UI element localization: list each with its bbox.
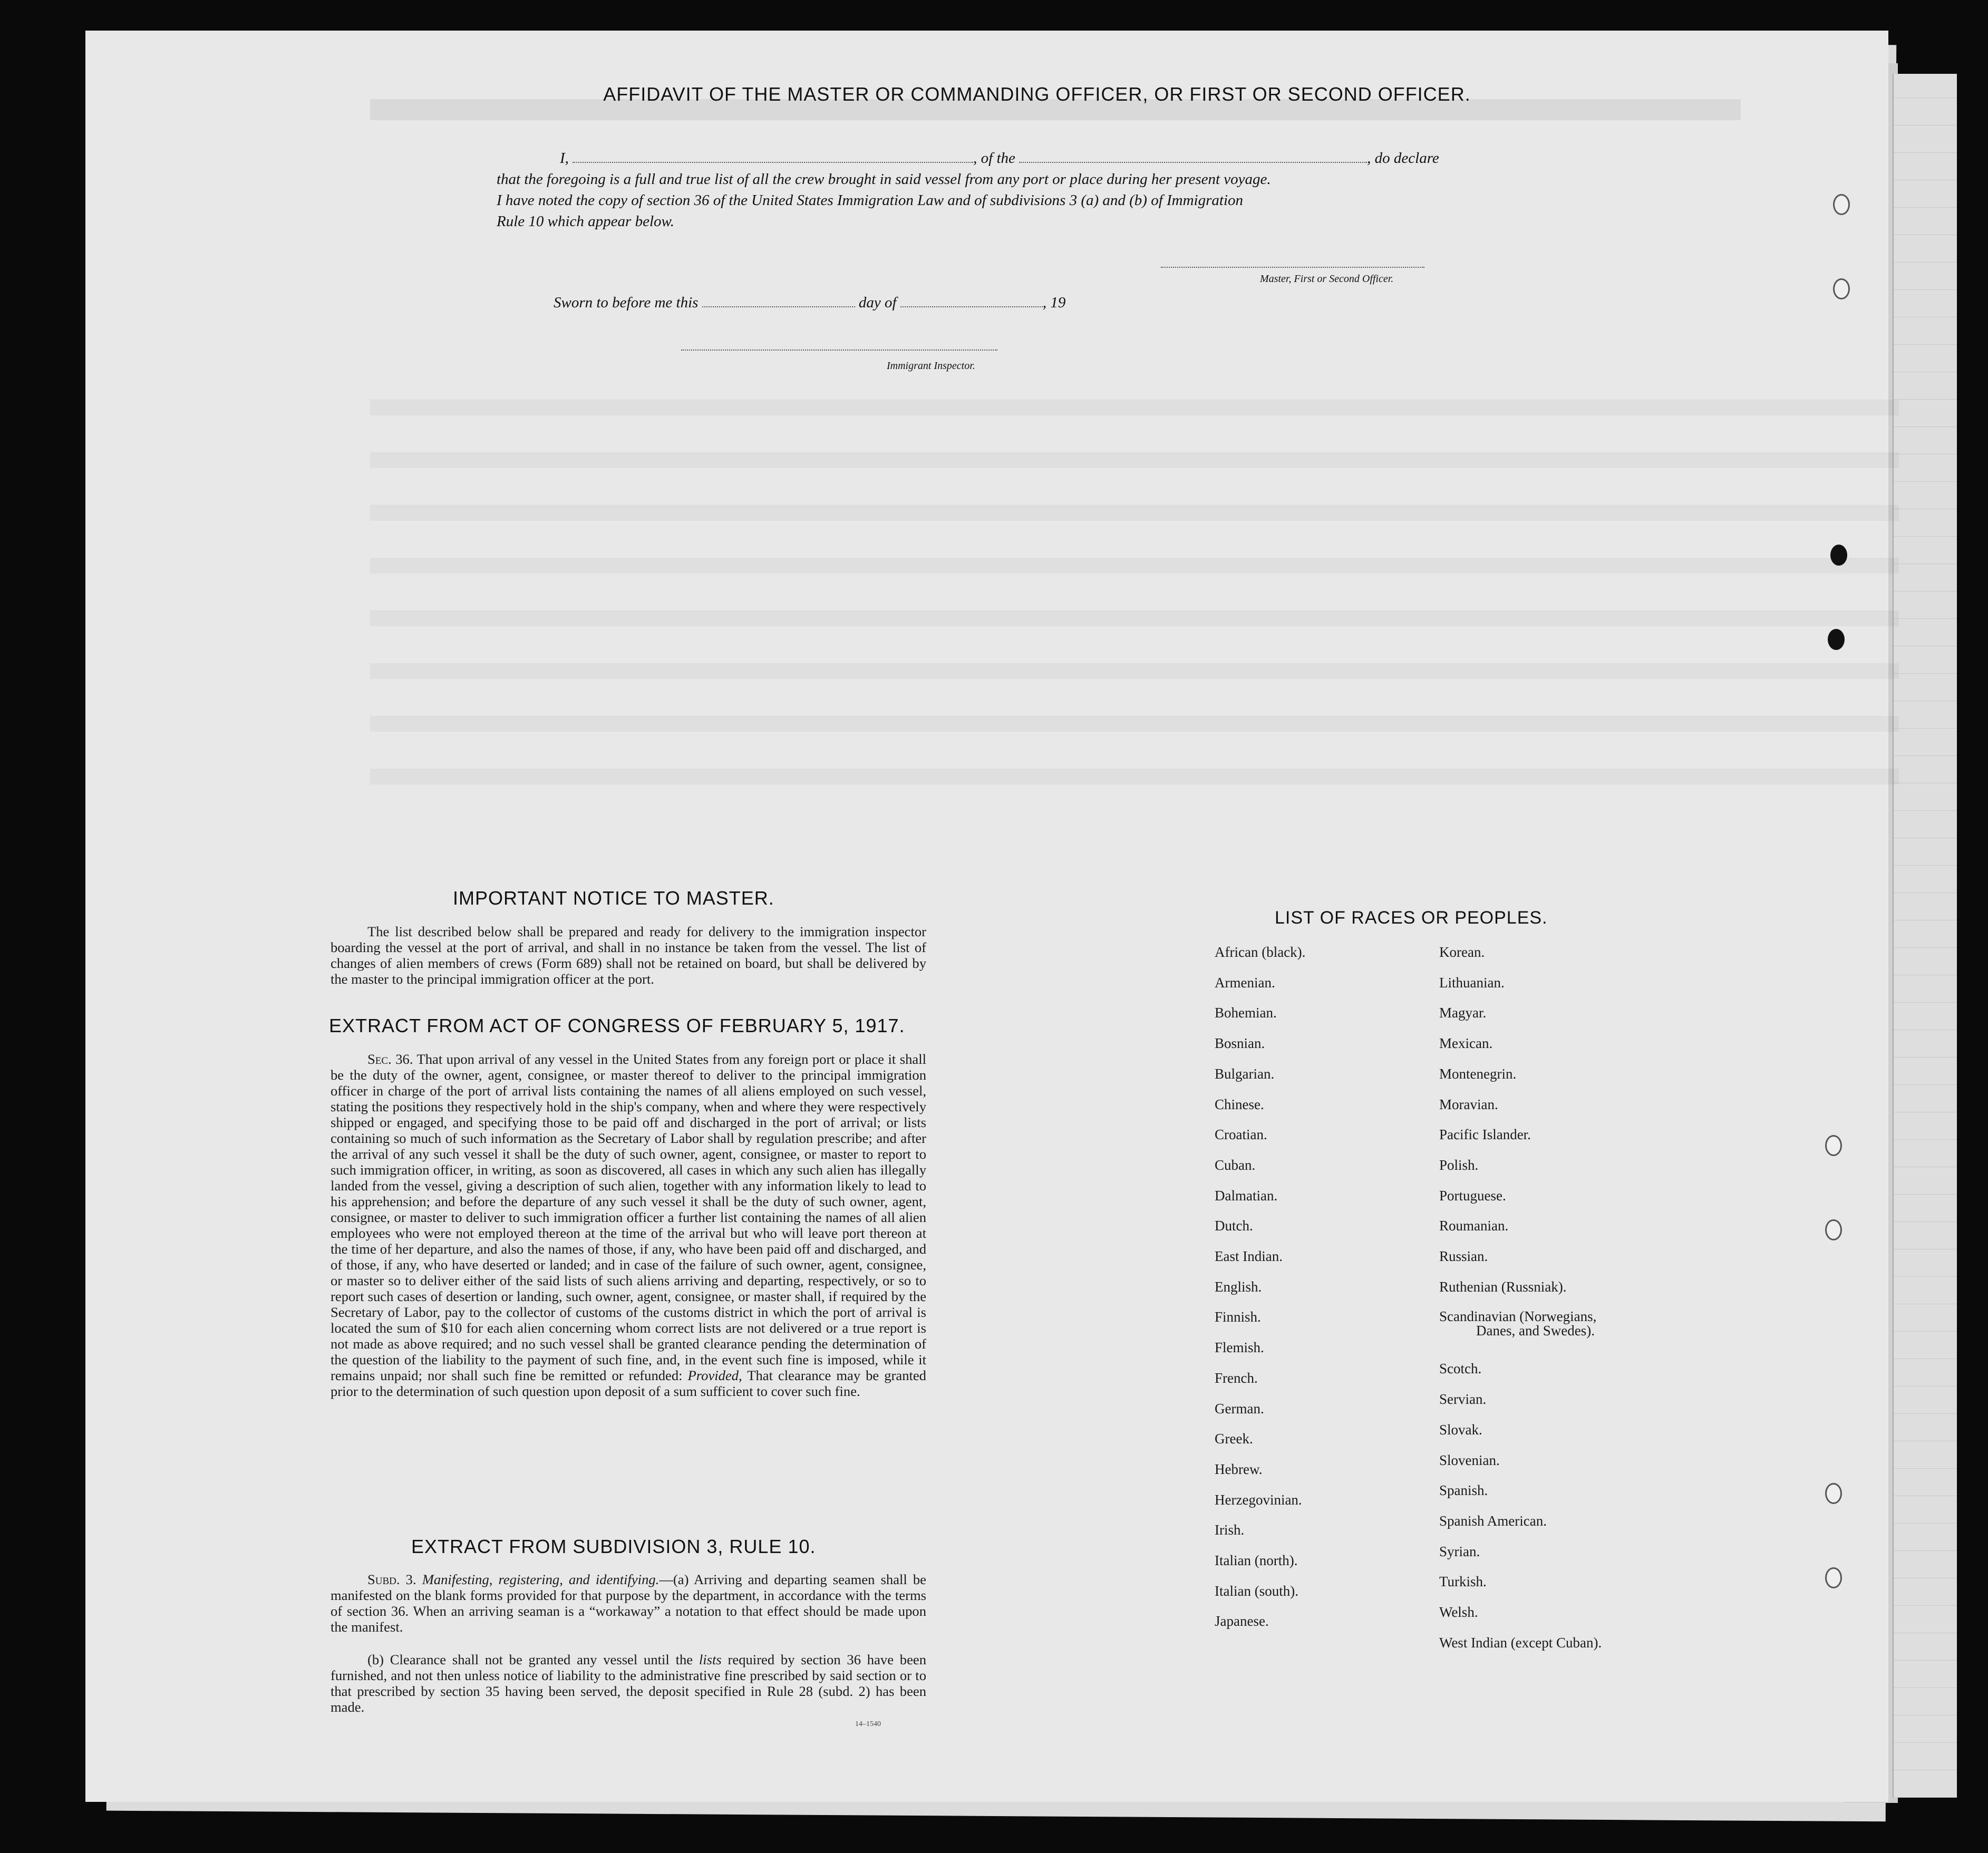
race-item: Spanish American. xyxy=(1439,1512,1547,1529)
race-item: Slovak. xyxy=(1439,1421,1482,1438)
race-item: African (black). xyxy=(1215,944,1306,960)
bleed-through-row xyxy=(370,558,1899,574)
sworn-day-of: day of xyxy=(858,294,897,311)
sworn-text: Sworn to before me this xyxy=(554,294,699,311)
graph-paper-edge xyxy=(1893,74,1957,1798)
notice-body: The list described below shall be prepared and ready for delivery to the immigration inspector boarding the vessel at the port of arrival, and shall in no instance be taken from the vessel. The list of changes of alien members of crews (Form 689) shall not be retained on board, but shall be delivered by the master to the principal immigration officer at the port. xyxy=(331,924,926,987)
race-item: Polish. xyxy=(1439,1157,1479,1173)
affidavit-line-4: Rule 10 which appear below. xyxy=(497,213,674,230)
race-item: Scandinavian (Norwegians, xyxy=(1439,1308,1597,1325)
race-item: Croatian. xyxy=(1215,1127,1267,1143)
binding-hole xyxy=(1825,1567,1842,1588)
race-item: Spanish. xyxy=(1439,1482,1488,1499)
rule-para-a-text: —(a) Arriving and departing seamen shall be manifested on the blank forms provided for that purpose by the department, in accordance with the terms of section 36. When an arriving seaman is a “workaway” a notation to that effect should be made upon the manifest. xyxy=(331,1571,926,1635)
race-item: Herzegovinian. xyxy=(1215,1491,1302,1508)
form-code: 14–1540 xyxy=(855,1720,881,1728)
act-extract-body xyxy=(331,1051,926,1399)
race-item: Russian. xyxy=(1439,1248,1488,1265)
race-item: Japanese. xyxy=(1215,1613,1269,1629)
rule-extract-title: EXTRACT FROM SUBDIVISION 3, RULE 10. xyxy=(411,1536,816,1557)
rule-extract-para-a xyxy=(331,1571,926,1635)
act-section-end: That clearance may be granted prior to the determination of such question upon deposit of a sum sufficient to cover such fine. xyxy=(331,1367,926,1399)
races-right-column xyxy=(1439,937,1602,1658)
race-item: Welsh. xyxy=(1439,1604,1478,1621)
race-item: Italian (north). xyxy=(1215,1553,1298,1569)
act-section-text: That upon arrival of any vessel in the United States from any foreign port or place it shall be the duty of the owner, agent, consignee, or master thereof to deliver to the principal immigration officer in charge of the port of arrival lists containing the names of all aliens employed on such vessel, stating the positions they respectively hold in the ship's company, when and where they were respectively shipped or engaged, and specifying those to be paid off and discharged in the port of arrival; or lists containing so much of such information as the Secretary of Labor shall by regulation prescribe; and after the arrival of any such vessel it shall be the duty of such owner, agent, consignee, or master to report to such immigration officer, in writing, as soon as discovered, all cases in which any such alien has illegally landed from the vessel, giving a description of such alien, together with any information likely to lead to his apprehension; and before the departure of any such vessel it shall be the duty of such owner, agent, consignee, or master to deliver to such immigration officer a further list containing the names of all alien employees who were not employed thereon at the time of the arrival but who will leave port thereon at the time of her departure, and also the names of those, if any, who have been paid off and discharged, and of those, if any, who have deserted or landed; and in case of the failure of such owner, agent, consignee, or master so to deliver either of the said lists of such aliens arriving and departing, respectively, or so to report such cases of desertion or landing, such owner, agent, consignee, or master shall, if required by the Secretary of Labor, pay to the collector of customs of the customs district in which the port of arrival is located the sum of $10 for each alien concerning whom correct lists are not delivered or a true report is not made as above required; and no such vessel shall be granted clearance pending the determination of the question of the liability to the payment of such fine, and, in the event such fine is imposed, while it remains unpaid; nor shall such fine be remitted or refunded: xyxy=(331,1051,927,1383)
race-item: Scotch. xyxy=(1439,1361,1482,1377)
race-item: Danes, and Swedes). xyxy=(1476,1323,1595,1339)
affidavit-line-3: I have noted the copy of section 36 of the United States Immigration Law and of subdivisions 3 (a) and (b) of Immigration xyxy=(497,192,1244,209)
race-item: Portuguese. xyxy=(1439,1187,1506,1204)
binding-hole xyxy=(1833,278,1850,299)
bleed-through-row xyxy=(370,505,1899,521)
inspector-signature-line[interactable] xyxy=(681,350,997,351)
race-item: Moravian. xyxy=(1439,1096,1498,1112)
bleed-through-row xyxy=(370,400,1899,415)
bleed-through-row xyxy=(370,452,1899,468)
bleed-through-row xyxy=(370,716,1899,732)
rule-subd-italic: Manifesting, registering, and identifying. xyxy=(422,1571,660,1587)
rule-extract-para-b xyxy=(331,1652,926,1715)
race-item: Mexican. xyxy=(1439,1035,1493,1052)
binding-hole xyxy=(1825,1219,1842,1240)
race-item: Magyar. xyxy=(1439,1005,1487,1021)
race-item: Armenian. xyxy=(1215,974,1275,991)
race-item: Irish. xyxy=(1215,1522,1245,1538)
affidavit-line-2: that the foregoing is a full and true list of all the crew brought in said vessel from any port or place during her present voyage. xyxy=(497,171,1271,188)
race-item: Montenegrin. xyxy=(1439,1065,1517,1082)
race-item: Lithuanian. xyxy=(1439,974,1505,991)
act-section-label: Sec. 36. xyxy=(367,1051,413,1067)
vessel-field[interactable] xyxy=(1019,162,1367,163)
race-item: Bosnian. xyxy=(1215,1035,1265,1052)
binding-hole xyxy=(1825,1135,1842,1156)
race-item: Flemish. xyxy=(1215,1340,1264,1356)
bleed-through-row xyxy=(370,769,1899,784)
race-item: French. xyxy=(1215,1370,1258,1386)
race-item: Chinese. xyxy=(1215,1096,1264,1112)
race-item: German. xyxy=(1215,1400,1264,1417)
affidavit-do-declare: , do declare xyxy=(1367,150,1439,167)
signature-line[interactable] xyxy=(1161,267,1424,268)
sworn-day-field[interactable] xyxy=(702,306,855,307)
race-item: Cuban. xyxy=(1215,1157,1256,1173)
rule-para-b-start: (b) Clearance shall not be granted any vessel until the xyxy=(367,1652,693,1667)
race-item: Turkish. xyxy=(1439,1574,1487,1590)
race-item: Ruthenian (Russniak). xyxy=(1439,1278,1567,1295)
race-item: Syrian. xyxy=(1439,1543,1480,1559)
notice-title: IMPORTANT NOTICE TO MASTER. xyxy=(453,887,774,909)
race-item: Pacific Islander. xyxy=(1439,1127,1531,1143)
races-title: LIST OF RACES OR PEOPLES. xyxy=(1275,908,1548,928)
inspector-label: Immigrant Inspector. xyxy=(887,360,975,372)
race-item: Italian (south). xyxy=(1215,1583,1298,1599)
race-item: East Indian. xyxy=(1215,1248,1283,1265)
race-item: Bulgarian. xyxy=(1215,1065,1275,1082)
binding-hole xyxy=(1830,545,1847,566)
signature-label: Master, First or Second Officer. xyxy=(1260,273,1394,285)
document-page xyxy=(85,31,1888,1802)
bleed-through-row xyxy=(370,610,1899,626)
rule-para-b-end: required by section 36 have been furnished, and not then unless notice of liability to the administrative fine prescribed by said section or to that prescribed by section 35 having been served, the deposit specified in Rule 28 (subd. 2) has been made. xyxy=(331,1652,926,1715)
sworn-year: , 19 xyxy=(1042,294,1066,311)
race-item: West Indian (except Cuban). xyxy=(1439,1634,1602,1651)
races-left-column xyxy=(1215,937,1305,1637)
race-item: Roumanian. xyxy=(1439,1218,1509,1234)
act-provided: Provided, xyxy=(687,1367,742,1383)
binding-hole xyxy=(1825,1483,1842,1504)
affidavit-of-the: , of the xyxy=(973,150,1015,167)
race-item: Bohemian. xyxy=(1215,1005,1277,1021)
binding-hole xyxy=(1828,629,1845,650)
act-extract-title: EXTRACT FROM ACT OF CONGRESS OF FEBRUARY 5, 1917. xyxy=(329,1015,905,1036)
race-item: Slovenian. xyxy=(1439,1452,1500,1468)
affidavit-title: AFFIDAVIT OF THE MASTER OR COMMANDING OFFICER, OR FIRST OR SECOND OFFICER. xyxy=(603,83,1471,105)
binding-hole xyxy=(1833,194,1850,215)
name-field[interactable] xyxy=(573,162,973,163)
race-item: Dutch. xyxy=(1215,1218,1253,1234)
affidavit-i: I, xyxy=(560,150,569,167)
race-item: English. xyxy=(1215,1278,1262,1295)
sworn-line xyxy=(554,294,1065,312)
race-item: Korean. xyxy=(1439,944,1485,960)
race-item: Hebrew. xyxy=(1215,1461,1263,1477)
affidavit-line-1 xyxy=(560,150,1439,167)
sworn-month-field[interactable] xyxy=(900,306,1043,307)
race-item: Greek. xyxy=(1215,1431,1253,1447)
race-item: Servian. xyxy=(1439,1391,1487,1408)
rule-subd-label: Subd. 3. xyxy=(367,1571,416,1587)
rule-para-b-lists: lists xyxy=(699,1652,722,1667)
race-item: Finnish. xyxy=(1215,1309,1261,1325)
bleed-through-row xyxy=(370,663,1899,679)
race-item: Dalmatian. xyxy=(1215,1187,1278,1204)
